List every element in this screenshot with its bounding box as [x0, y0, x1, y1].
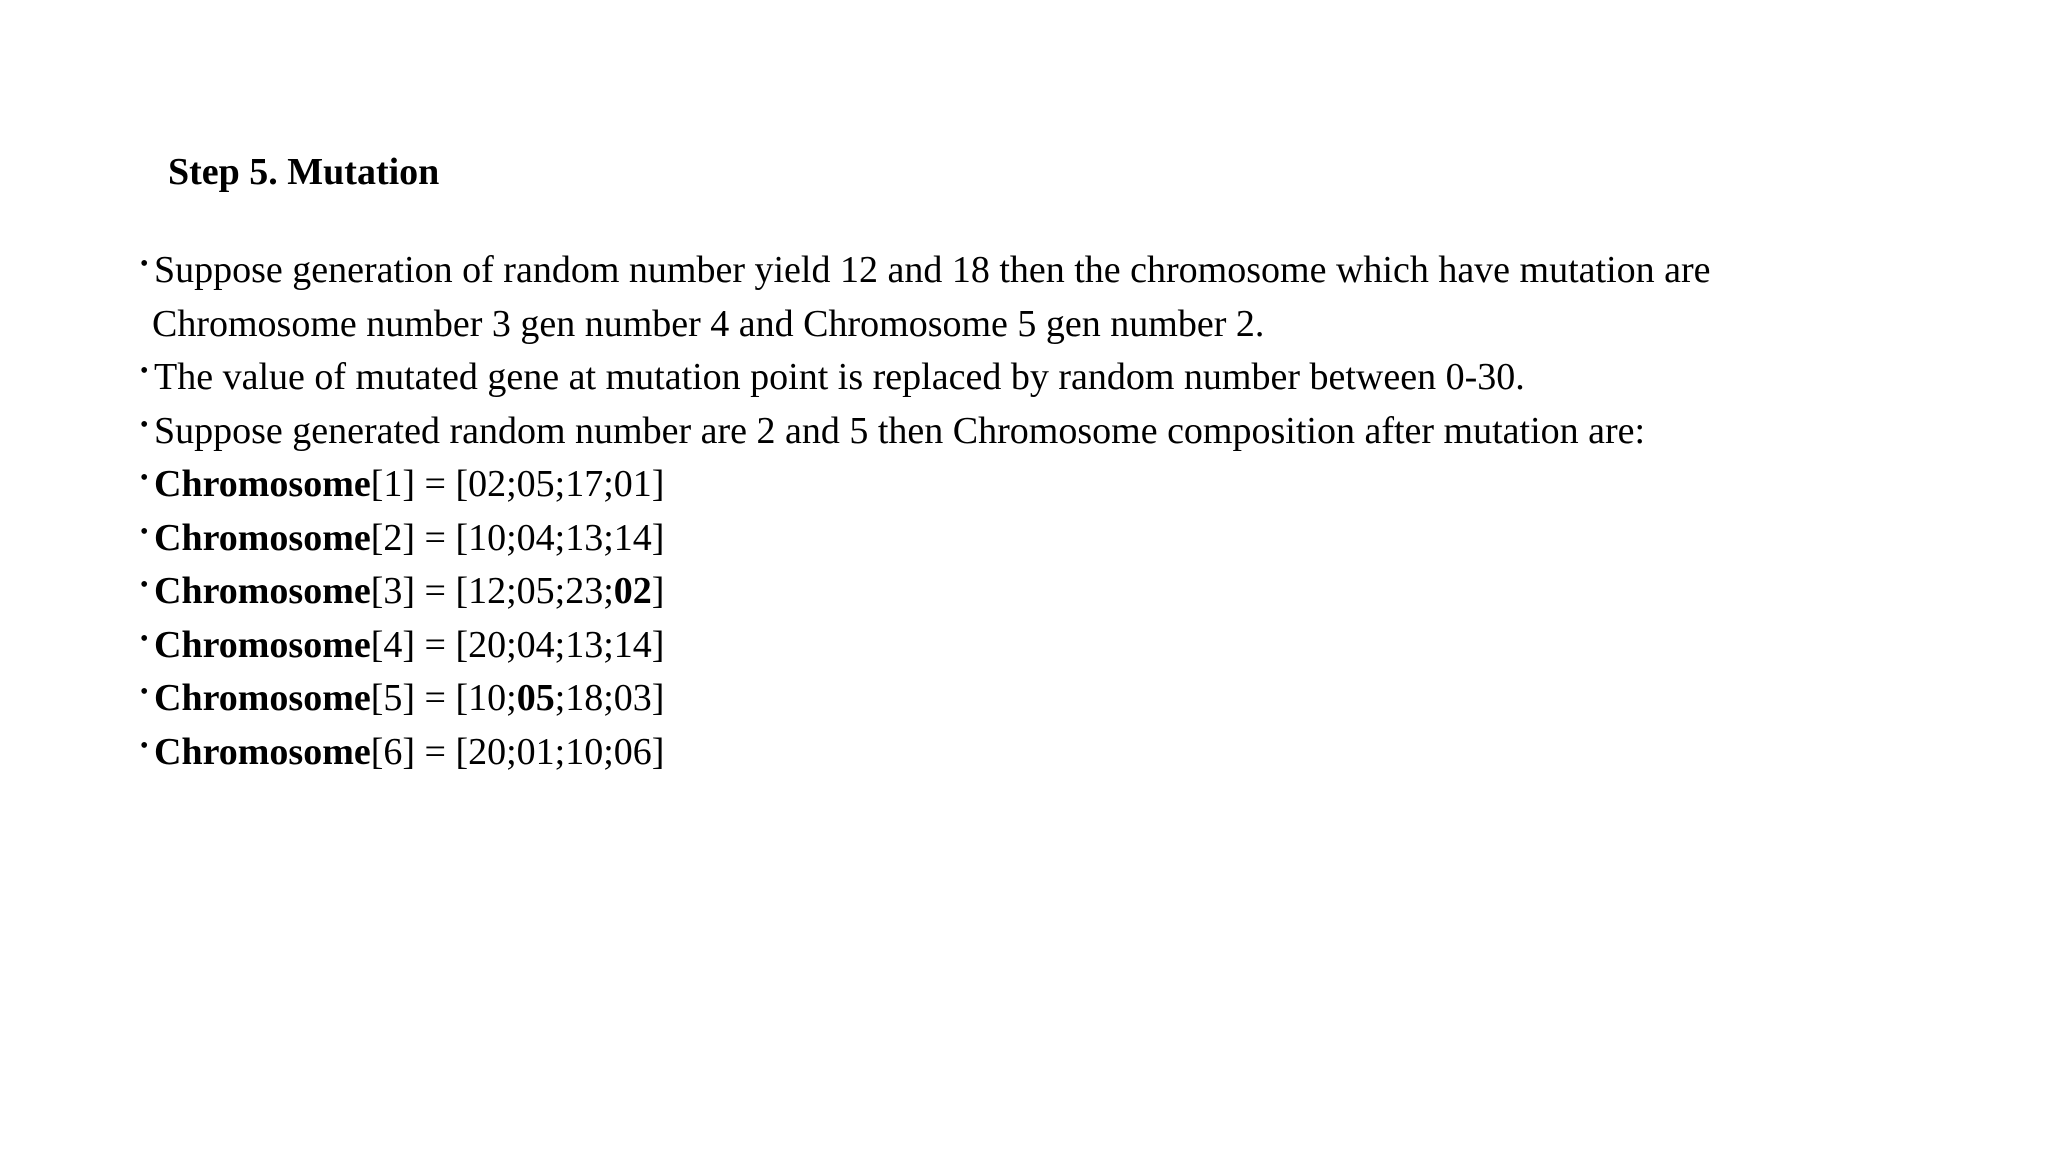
bullet-icon: •	[140, 572, 149, 598]
chromosome-genes-end: ;18;03]	[554, 677, 665, 719]
chromosome-label: Chromosome	[154, 570, 371, 612]
chromosome-item-4	[140, 619, 1870, 673]
chromosome-item-3	[140, 565, 1870, 619]
chromosome-index: [1]	[370, 463, 416, 505]
chromosome-genes: [12;05;23;	[455, 570, 614, 612]
chromosome-index: [3]	[370, 570, 416, 612]
mutated-gene: 05	[516, 677, 555, 719]
bullet-item-mutated-gene	[140, 351, 1870, 405]
equals-sign: =	[415, 677, 456, 719]
chromosome-index: [2]	[370, 516, 416, 559]
bullet-icon: •	[140, 518, 149, 545]
bullet-icon: •	[140, 625, 149, 652]
chromosome-genes-end: ]	[651, 570, 665, 612]
bullet-item-composition	[140, 405, 1870, 459]
equals-sign: =	[415, 730, 456, 773]
bullet-text: Chromosome number 3 gen number 4 and Chromosome 5 gen number 2.	[152, 302, 1265, 345]
slide-title: Step 5. Mutation	[168, 151, 440, 193]
bullet-item-random-number	[140, 244, 1870, 298]
bullet-icon: •	[140, 679, 149, 705]
bullet-text: Suppose generation of random number yield 12 and 18 then the chromosome which have mutation are	[154, 249, 1711, 291]
bullet-icon: •	[140, 465, 149, 491]
bullet-text: Suppose generated random number are 2 and 5 then Chromosome composition after mutation are:	[154, 409, 1646, 452]
bullet-icon: •	[140, 411, 149, 438]
chromosome-genes: [20;04;13;14]	[455, 623, 665, 666]
chromosome-label: Chromosome	[154, 677, 371, 719]
chromosome-genes: [10;	[455, 677, 517, 719]
bullet-icon: •	[140, 732, 149, 759]
bullet-text: The value of mutated gene at mutation point is replaced by random number between 0-30.	[154, 356, 1525, 398]
chromosome-genes: [02;05;17;01]	[455, 463, 665, 505]
equals-sign: =	[415, 623, 456, 666]
mutated-gene: 02	[613, 570, 652, 612]
bullet-continuation	[140, 298, 1870, 352]
chromosome-label: Chromosome	[154, 730, 371, 773]
slide-content	[140, 244, 1870, 779]
chromosome-index: [5]	[370, 677, 416, 719]
chromosome-index: [4]	[370, 623, 416, 666]
chromosome-item-1	[140, 458, 1870, 512]
chromosome-label: Chromosome	[154, 623, 371, 666]
chromosome-label: Chromosome	[154, 463, 371, 505]
equals-sign: =	[415, 463, 456, 505]
equals-sign: =	[415, 516, 456, 559]
chromosome-index: [6]	[370, 730, 416, 773]
chromosome-label: Chromosome	[154, 516, 371, 559]
bullet-icon: •	[140, 251, 149, 277]
chromosome-item-2	[140, 512, 1870, 566]
chromosome-genes: [20;01;10;06]	[455, 730, 665, 773]
bullet-icon: •	[140, 358, 149, 384]
chromosome-item-5	[140, 672, 1870, 726]
chromosome-item-6	[140, 726, 1870, 780]
chromosome-genes: [10;04;13;14]	[455, 516, 665, 559]
equals-sign: =	[415, 570, 456, 612]
